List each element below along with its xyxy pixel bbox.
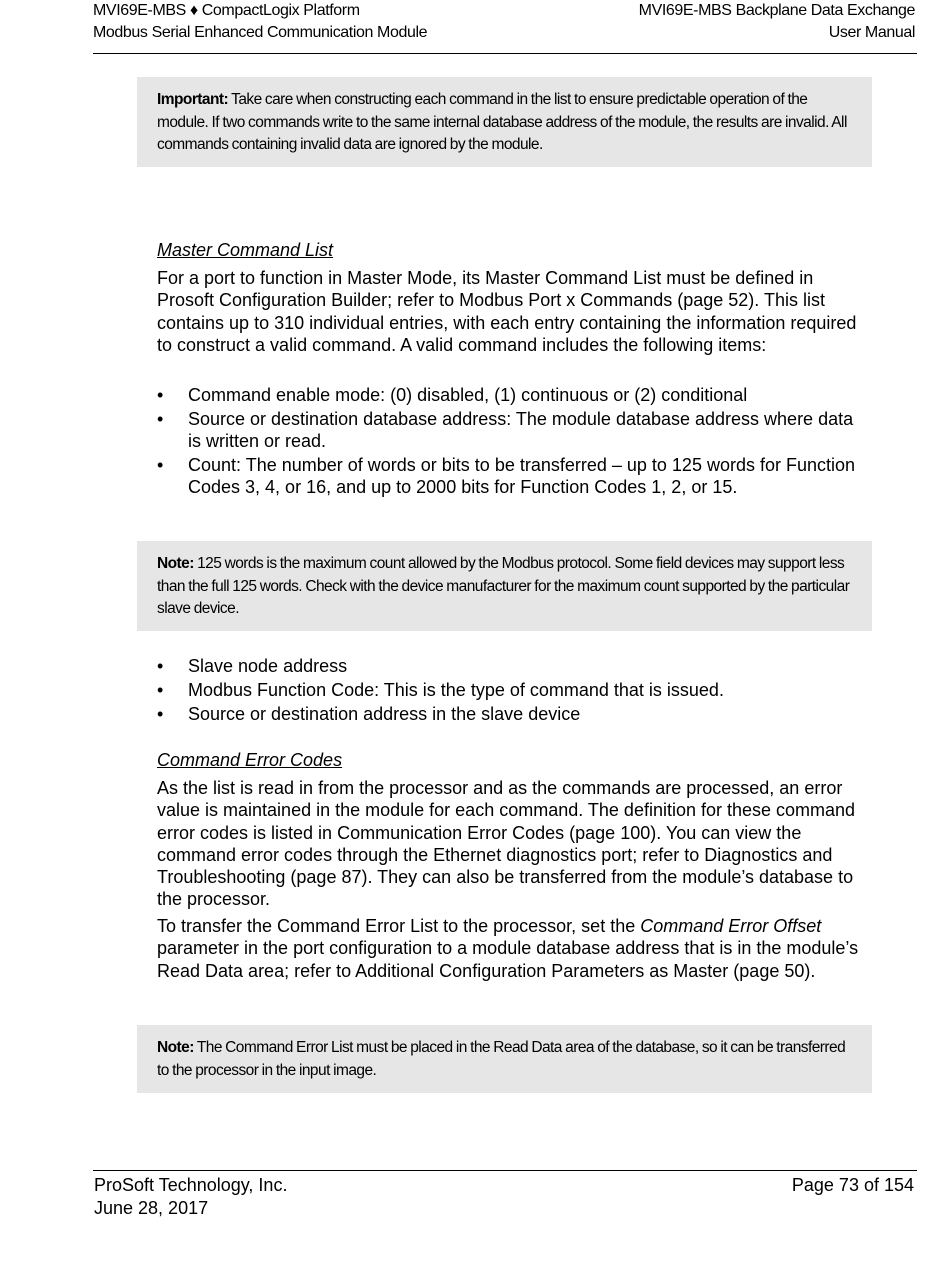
footer-left (94, 1174, 287, 1219)
important-text: Take care when constructing each command in the list to ensure predictable operation of the module. If two commands write to the same internal database address of the module, the results are invalid. All commands containing invalid data are ignored by the module. (157, 91, 847, 153)
footer-date: June 28, 2017 (94, 1197, 209, 1218)
list-item: • Source or destination database address: The module database address where data is written or read. (157, 408, 867, 453)
list-item: • Count: The number of words or bits to be transferred – up to 125 words for Function Codes 3, 4, or 16, and up to 2000 bits for Function Codes 1, 2, or 15. (157, 454, 867, 499)
error-codes-paragraph: As the list is read in from the processor and as the commands are processed, an error value is maintained in the module for each command. The definition for these command error codes is listed in Communication Error Codes (page 100). You can view the command error codes through the Ethernet diagnostics port; refer to Diagnostics and Troubleshooting (page 87). They can also be transferred from the module’s database to the processor. (157, 778, 856, 910)
important-label: Important: (157, 91, 229, 108)
note-label: Note: (157, 1039, 194, 1056)
command-items-list (157, 384, 867, 500)
para-text: To transfer the Command Error List to the processor, set the (157, 916, 641, 936)
para-text: parameter in the port configuration to a module database address that is in the module’s Read Data area; refer to Additional Configuration Parameters as Master (page 50). (157, 938, 859, 981)
important-callout (137, 77, 872, 167)
note-text: 125 words is the maximum count allowed by the Modbus protocol. Some field devices may support less than the full 125 words. Check with the device manufacturer for the maximum count supported by the particular slave device. (157, 555, 850, 617)
header-product-line: MVI69E-MBS ♦ CompactLogix Platform (93, 2, 360, 19)
note-callout-max-count (137, 541, 872, 631)
header-left (93, 0, 427, 44)
header-doc-type: User Manual (828, 24, 915, 41)
list-item: • Modbus Function Code: This is the type of command that is issued. (157, 679, 867, 701)
command-items-list-continued (157, 655, 867, 726)
header-module-name: Modbus Serial Enhanced Communication Module (93, 24, 428, 41)
list-item: • Slave node address (157, 655, 867, 677)
section-title-command-error-codes: Command Error Codes (157, 750, 343, 770)
list-item: • Source or destination address in the slave device (157, 703, 867, 725)
note-text: The Command Error List must be placed in the Read Data area of the database, so it can be transferred to the processor in the input image. (157, 1039, 846, 1079)
list-item: • Command enable mode: (0) disabled, (1) continuous or (2) conditional (157, 384, 867, 406)
header-chapter: MVI69E-MBS Backplane Data Exchange (638, 2, 915, 19)
section-title-master-command-list: Master Command List (157, 240, 334, 260)
master-command-intro: For a port to function in Master Mode, its Master Command List must be defined in Prosoft Configuration Builder; refer to Modbus Port x Commands (page 52). This list contains up to 310 individual entries, with each entry containing the information required to construct a valid command. A valid command includes the following items: (157, 268, 857, 355)
note-label: Note: (157, 555, 194, 572)
header-right (639, 0, 915, 44)
page-header (93, 0, 917, 54)
param-name-emphasis: Command Error Offset (640, 916, 822, 936)
error-list-transfer-paragraph (157, 915, 867, 982)
footer-company: ProSoft Technology, Inc. (94, 1175, 288, 1195)
note-callout-read-data (137, 1025, 872, 1093)
footer-page-number: Page 73 of 154 (791, 1175, 914, 1195)
page-footer (93, 1170, 917, 1218)
